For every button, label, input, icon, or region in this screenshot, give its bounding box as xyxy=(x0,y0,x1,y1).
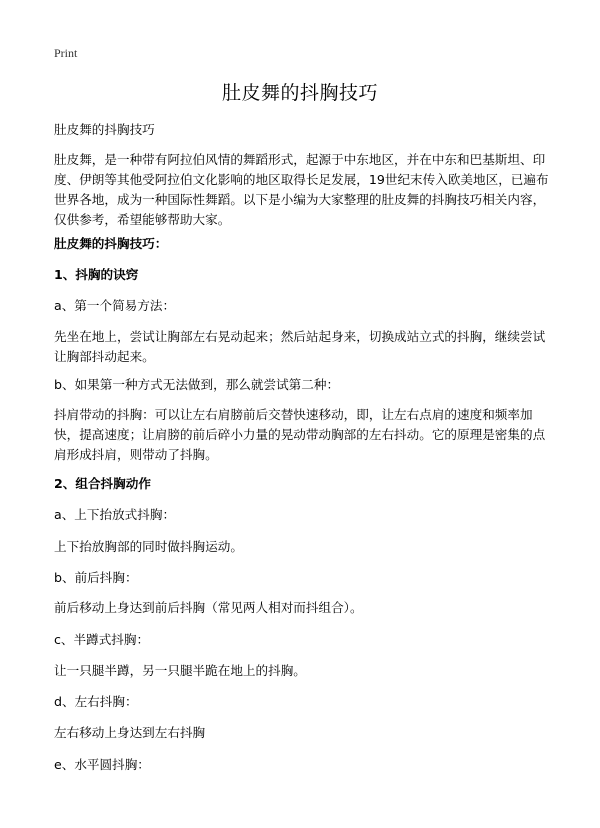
document-subtitle: 肚皮舞的抖胸技巧 xyxy=(54,122,155,137)
section-1-item-b-label: b、如果第一种方式无法做到，那么就尝试第二种： xyxy=(54,377,340,392)
section-1-item-a-text: 先坐在地上，尝试让胸部左右晃动起来；然后站起身来，切换成站立式的抖胸，继续尝试让胸部抖动起来。 xyxy=(54,329,546,364)
section-1-item-b-text: 抖肩带动的抖胸：可以让左右肩膀前后交替快速移动，即，让左右点肩的速度和频率加快，提高速度；让肩膀的前后碎小力量的晃动带动胸部的左右抖动。它的原理是密集的点肩形成抖肩，则带动了抖胸。 xyxy=(54,407,546,462)
section-2-item-b-label: b、前后抖胸： xyxy=(54,570,138,585)
section-2-item-d-label: d、左右抖胸： xyxy=(54,694,138,709)
section-2-item-b-text: 前后移动上身达到前后抖胸（常见两人相对而抖组合）。 xyxy=(54,600,363,615)
section-1-heading: 1、抖胸的诀窍 xyxy=(54,267,139,282)
print-label: Print xyxy=(54,46,78,60)
section-2-heading: 2、组合抖胸动作 xyxy=(54,476,151,491)
section-heading: 肚皮舞的抖胸技巧： xyxy=(54,236,168,251)
section-2-item-d-text: 左右移动上身达到左右抖胸 xyxy=(54,725,206,740)
section-2-item-a-text: 上下抬放胸部的同时做抖胸运动。 xyxy=(54,539,243,554)
section-1-item-a-label: a、第一个简易方法： xyxy=(54,298,176,313)
section-2-item-c-text: 让一只腿半蹲，另一只腿半跪在地上的抖胸。 xyxy=(54,663,306,678)
section-2-item-c-label: c、半蹲式抖胸： xyxy=(54,632,150,647)
intro-paragraph: 肚皮舞，是一种带有阿拉伯风情的舞蹈形式，起源于中东地区，并在中东和巴基斯坦、印度、伊朗等其他受阿拉伯文化影响的地区取得长足发展，19世纪末传入欧美地区，已遍布世界各地，成为一种国际性舞蹈。以下是小编为大家整理的肚皮舞的抖胸技巧相关内容，仅供参考，希望能够帮助大家。 xyxy=(54,152,549,227)
section-2-item-e-label: e、水平圆抖胸： xyxy=(54,757,150,772)
section-2-item-a-label: a、上下抬放式抖胸： xyxy=(54,507,176,522)
document-title: 肚皮舞的抖胸技巧 xyxy=(221,82,378,104)
